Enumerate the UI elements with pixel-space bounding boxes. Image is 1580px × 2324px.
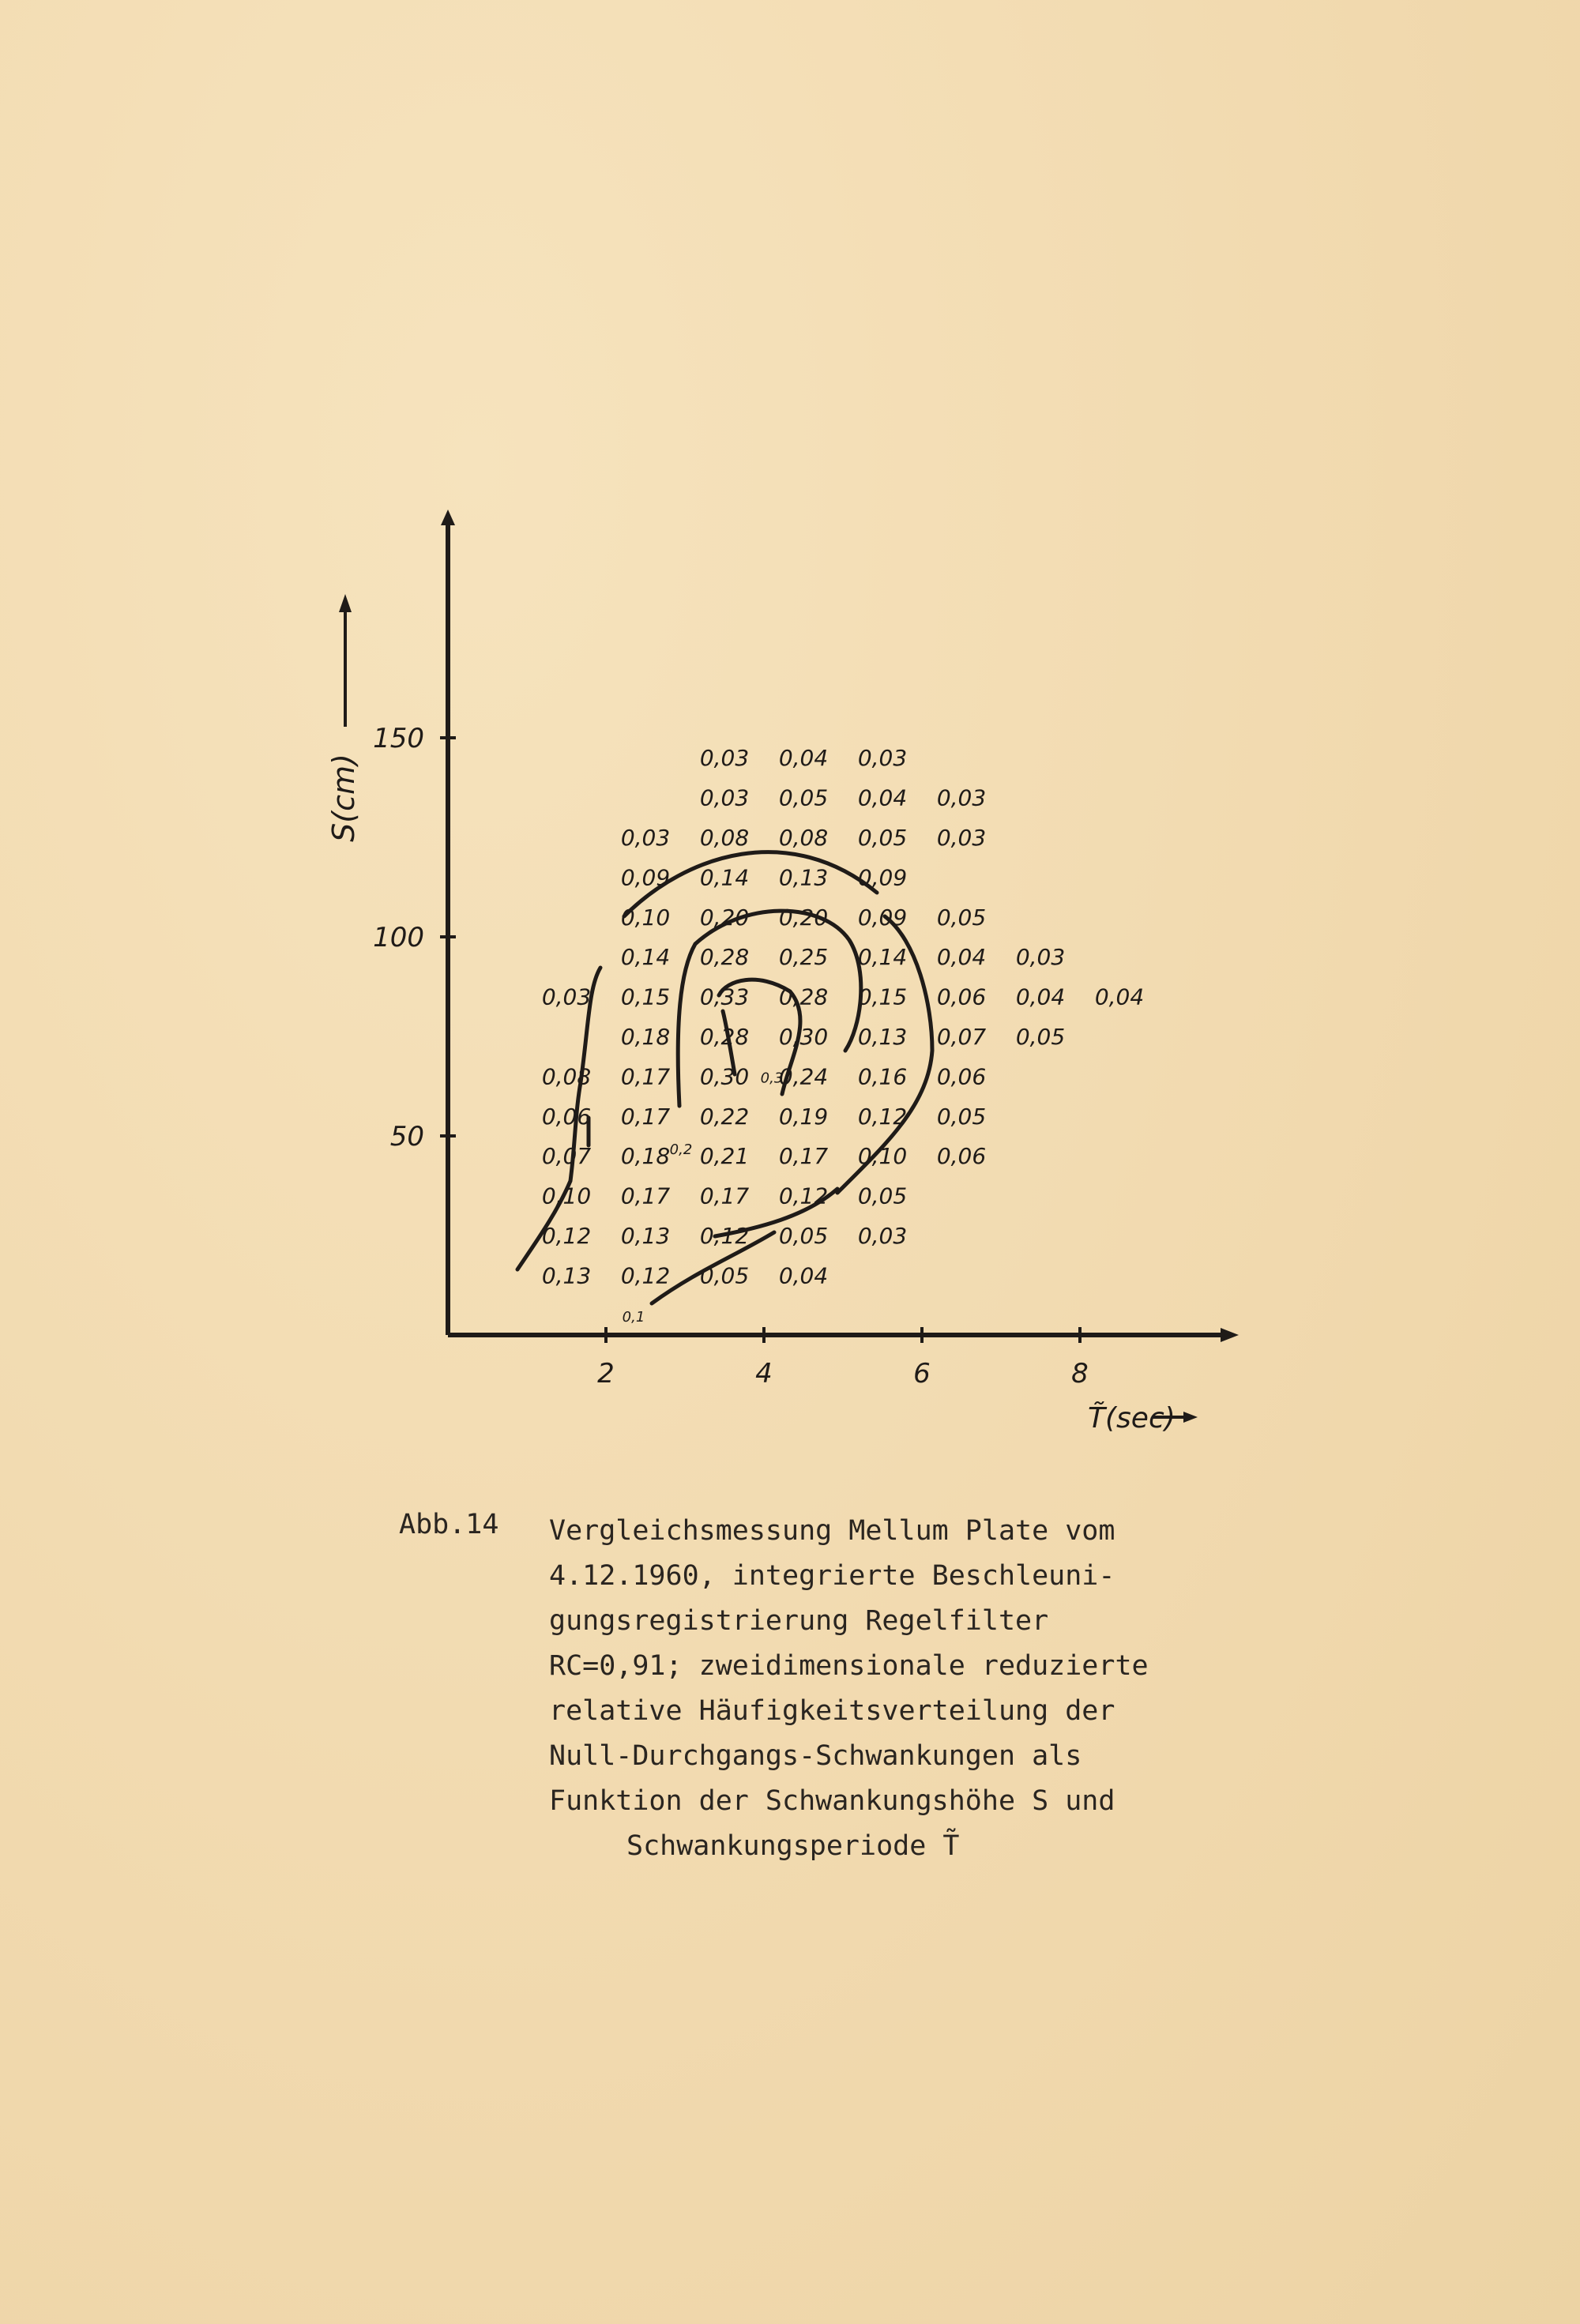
value-cell: 0,04 (778, 745, 829, 772)
value-cell: 0,28 (699, 1024, 750, 1050)
caption-line: gungsregistrierung Regelfilter (549, 1605, 1049, 1637)
value-cell: 0,09 (857, 904, 908, 931)
value-cell: 0,13 (620, 1223, 671, 1249)
value-grid (542, 745, 1144, 1288)
value-cell: 0,28 (699, 944, 750, 971)
value-cell: 0,14 (620, 944, 671, 971)
value-cell: 0,12 (541, 1223, 592, 1249)
value-cell: 0,06 (936, 1063, 987, 1090)
value-cell: 0,15 (620, 983, 671, 1010)
caption-line: Null-Durchgangs-Schwankungen als (549, 1740, 1082, 1772)
value-cell: 0,05 (778, 1223, 829, 1249)
value-cell: 0,06 (936, 983, 987, 1010)
caption-line: Vergleichsmessung Mellum Plate vom (549, 1515, 1115, 1547)
value-cell: 0,12 (857, 1103, 908, 1130)
value-cell: 0,04 (1015, 983, 1066, 1010)
value-cell: 0,05 (936, 1103, 987, 1130)
value-cell: 0,17 (620, 1103, 671, 1130)
value-cell: 0,05 (699, 1262, 750, 1289)
caption-line: Schwankungsperiode T̃ (626, 1830, 960, 1862)
value-cell: 0,08 (699, 825, 750, 851)
value-cell: 0,22 (699, 1103, 750, 1130)
x-axis-title: T̃(sec) (1088, 1402, 1176, 1435)
value-cell: 0,13 (857, 1024, 908, 1050)
value-cell: 0,09 (620, 864, 671, 891)
value-cell: 0,07 (936, 1024, 987, 1050)
value-cell: 0,05 (857, 1183, 908, 1209)
y-tick-label: 150 (373, 723, 424, 754)
value-cell: 0,05 (936, 904, 987, 931)
x-axis-title-arrow-head (1183, 1412, 1198, 1423)
value-cell: 0,12 (699, 1223, 750, 1249)
x-tick-label: 8 (1071, 1358, 1089, 1390)
value-cell: 0,24 (778, 1063, 829, 1090)
y-ticks (373, 723, 456, 1153)
value-cell: 0,20 (699, 904, 750, 931)
caption-line: Funktion der Schwankungshöhe S und (549, 1785, 1115, 1817)
y-axis-title: S(cm) (326, 754, 361, 842)
y-tick-label: 50 (389, 1121, 424, 1153)
y-tick-label: 100 (373, 922, 424, 953)
value-cell: 0,03 (857, 745, 908, 772)
x-tick-label: 4 (755, 1358, 773, 1390)
value-cell: 0,18 (620, 1024, 671, 1050)
caption-line: relative Häufigkeitsverteilung der (549, 1695, 1115, 1727)
value-cell: 0,17 (620, 1183, 671, 1209)
value-cell: 0,10 (857, 1143, 908, 1170)
x-axis-arrowhead (1221, 1328, 1239, 1342)
value-cell: 0,03 (857, 1223, 908, 1249)
value-cell: 0,10 (620, 904, 671, 931)
value-cell: 0,05 (857, 825, 908, 851)
value-cell: 0,03 (936, 784, 987, 811)
value-cell: 0,08 (541, 1063, 592, 1090)
value-cell: 0,05 (778, 784, 829, 811)
value-cell: 0,04 (857, 784, 908, 811)
value-cell: 0,03 (620, 825, 671, 851)
value-cell: 0,18 (620, 1143, 671, 1170)
contour-label: 0,1 (622, 1308, 645, 1326)
value-cell: 0,07 (541, 1143, 592, 1170)
value-cell: 0,30 (778, 1024, 829, 1050)
figure-caption (549, 1509, 1260, 1869)
figure-label: Abb.14 (399, 1509, 499, 1540)
value-cell: 0,12 (620, 1262, 671, 1289)
value-cell: 0,06 (541, 1103, 592, 1130)
contour-label: 0,3 (760, 1070, 784, 1087)
value-cell: 0,13 (541, 1262, 592, 1289)
y-axis-title-arrow-head (339, 594, 352, 612)
value-cell: 0,15 (857, 983, 908, 1010)
value-cell: 0,12 (778, 1183, 829, 1209)
value-cell: 0,04 (936, 944, 987, 971)
value-cell: 0,09 (857, 864, 908, 891)
value-cell: 0,19 (778, 1103, 829, 1130)
value-cell: 0,17 (778, 1143, 829, 1170)
value-cell: 0,10 (541, 1183, 592, 1209)
value-cell: 0,28 (778, 983, 829, 1010)
value-cell: 0,04 (1094, 983, 1145, 1010)
value-cell: 0,06 (936, 1143, 987, 1170)
value-cell: 0,17 (620, 1063, 671, 1090)
value-cell: 0,25 (778, 944, 829, 971)
value-cell: 0,14 (857, 944, 908, 971)
value-cell: 0,33 (699, 983, 750, 1010)
value-cell: 0,03 (699, 784, 750, 811)
value-cell: 0,14 (699, 864, 750, 891)
y-axis-arrowhead (441, 510, 455, 525)
value-cell: 0,13 (778, 864, 829, 891)
value-cell: 0,05 (1015, 1024, 1066, 1050)
value-cell: 0,16 (857, 1063, 908, 1090)
caption-line: 4.12.1960, integrierte Beschleuni- (549, 1560, 1115, 1592)
contour-label: 0,2 (669, 1141, 693, 1159)
value-cell: 0,08 (778, 825, 829, 851)
x-tick-label: 6 (913, 1358, 931, 1390)
y-axis-title-group (326, 754, 361, 842)
value-cell: 0,03 (1015, 944, 1066, 971)
x-tick-label: 2 (597, 1358, 615, 1390)
caption-line: RC=0,91; zweidimensionale reduzierte (549, 1650, 1149, 1682)
value-cell: 0,30 (699, 1063, 750, 1090)
value-cell: 0,03 (699, 745, 750, 772)
value-cell: 0,04 (778, 1262, 829, 1289)
value-cell: 0,20 (778, 904, 829, 931)
value-cell: 0,03 (936, 825, 987, 851)
value-cell: 0,17 (699, 1183, 750, 1209)
value-cell: 0,21 (699, 1143, 750, 1170)
value-cell: 0,03 (541, 983, 592, 1010)
